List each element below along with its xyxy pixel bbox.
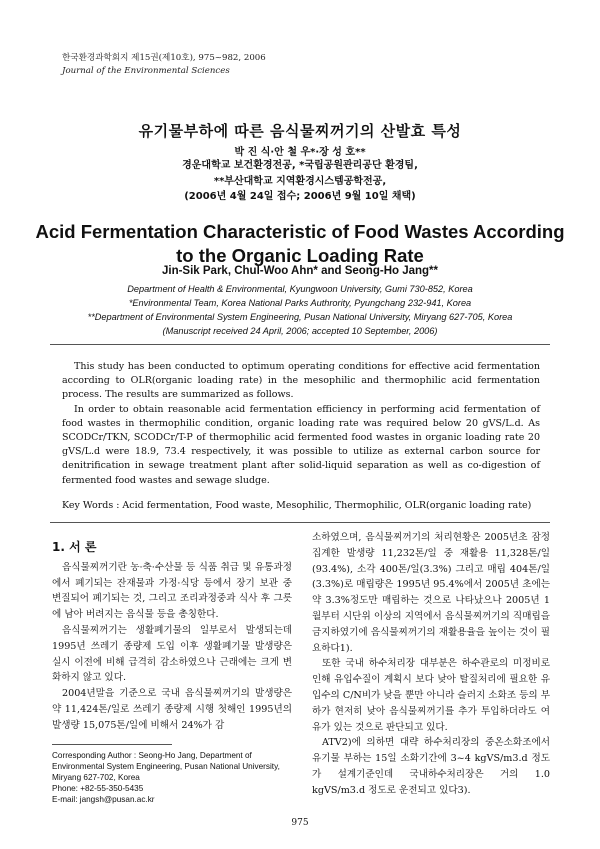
divider-bottom <box>50 522 550 523</box>
english-authors: Jin-Sik Park, Chul-Woo Ahn* and Seong-Ho Jang** <box>161 265 439 277</box>
english-aff-3: **Department of Environmental System Engineering, Pusan National University, Miryang 627-705, Korea <box>87 312 513 322</box>
left-column <box>52 540 292 734</box>
english-received: (Manuscript received 24 April, 2006; accepted 10 September, 2006) <box>162 326 438 336</box>
korean-title: 유기물부하에 따른 음식물찌꺼기의 산발효 특성 <box>138 122 462 140</box>
journal-header <box>62 52 266 78</box>
phone: Phone: +82-55-350-5435 <box>52 784 144 793</box>
section-heading: 1. 서 론 <box>52 540 97 554</box>
english-aff-1: Department of Health & Environmental, Kyungwoon University, Gumi 730-852, Korea <box>127 284 473 294</box>
corresponding-author: Corresponding Author : Seong-Ho Jang, Department of Environmental System Engineering, Pusan National University, Miryang 627-702, Korea <box>52 751 280 782</box>
journal-citation: 한국환경과학회지 제15권(제10호), 975~982, 2006 <box>62 53 266 63</box>
korean-authors: 박 진 식·안 철 우*·장 성 호** <box>234 147 366 158</box>
english-title <box>0 220 600 268</box>
abstract <box>62 360 540 488</box>
abstract-paragraph-2: In order to obtain reasonable acid fermentation efficiency in performing acid fermentation of food wastes in thermophilic condition, organic loading rate was required below 20 gVS/L.d. As SCODCr/TKN, SCODCr/T-P of thermophilic acid fermented food wastes in organic loading rate 20 gVS/L.d were 18.9, 73.4 respectively, it was possible to utilize as external carbon source for denitrification in sewage treatment plant after solid-liquid separation as well as co-digestion of fermented food wastes and sewage sludge. <box>62 403 540 486</box>
korean-aff-1: 경운대학교 보건환경전공, *국립공원관리공단 환경팀, <box>182 160 418 171</box>
intro-paragraph-2: 음식물찌꺼기는 생활폐기물의 일부로서 발생되는데 1995년 쓰레기 종량제 도입 이후 생활폐기물 발생량은 실시 이전에 비해 급격히 감소하였으나 근래에는 크게 변화하지 않고 있다. <box>52 624 292 684</box>
journal-name: Journal of the Environmental Sciences <box>62 66 230 76</box>
right-column <box>312 530 550 799</box>
korean-aff-2: **부산대학교 지역환경시스템공학전공, <box>213 175 387 187</box>
right-paragraph-3: ATV2)에 의하면 대략 하수처리장의 중온소화조에서 유기물 부하는 15일 소화기간에 3~4 kgVS/m3.d 정도가 설계기준인데 국내하수처리장은 거의 1.0 kgVS/m3.d 정도로 운전되고 있다3). <box>312 737 550 796</box>
english-affiliations <box>0 282 600 338</box>
page-number: 975 <box>291 818 309 828</box>
footnote-divider <box>52 744 172 745</box>
right-paragraph-1: 소하였으며, 음식물찌꺼기의 처리현황은 2005년초 잠정 집계한 발생량 11,232톤/일 중 재활용 11,328톤/일(93.4%), 소각 400톤/일(3.3%) 그리고 매립 404톤/일(3.3%)로 매립량은 1995년 95.4%에서 2005년 초에는 약 3.3%정도만 매립하는 것으로 나타났으나 2005년 1월부터 시단위 이상의 지역에서 음식물찌꺼기의 직매립을 금지하였기에 음식물찌꺼기의 재활용율을 높이는 것이 필요하다1). <box>312 532 550 654</box>
korean-affiliations <box>0 158 600 205</box>
abstract-paragraph-1: This study has been conducted to optimum operating conditions for effective acid fermentation according to OLR(organic loading rate) in the mesophilic and thermophilic acid fermentation process. The results are summarized as follows. <box>62 361 540 401</box>
keywords: Key Words : Acid fermentation, Food waste, Mesophilic, Thermophilic, OLR(organic loading rate) <box>62 500 532 511</box>
email: E-mail: jangsh@pusan.ac.kr <box>52 795 155 804</box>
english-title-line-2: to the Organic Loading Rate <box>176 245 424 266</box>
intro-paragraph-3: 2004년말을 기준으로 국내 음식물찌꺼기의 발생량은 약 11,424톤/일로 쓰레기 종량제 시행 첫해인 1995년의 발생량 15,075톤/일에 비해서 24%가 감 <box>52 688 292 731</box>
right-paragraph-2: 또한 국내 하수처리장 대부분은 하수관로의 미정비로 인해 유입수질이 계획시 보다 낮아 탈질처리에 필요한 유입수의 C/N비가 낮을 뿐만 아니라 슬러지 소화조 등의 부하가 현저히 낮아 음식물찌꺼기를 추가 투입하더라도 여유가 있는 것으로 판단되고 있다. <box>312 658 550 733</box>
english-aff-2: *Environmental Team, Korea National Parks Authrority, Pyungchang 232-941, Korea <box>128 298 472 308</box>
korean-received: (2006년 4월 24일 접수; 2006년 9월 10일 채택) <box>184 191 416 202</box>
intro-paragraph-1: 음식물찌꺼기란 농·축·수산물 등 식품 취급 및 유통과정에서 폐기되는 잔재물과 가정·식당 등에서 장기 보관 중 변질되어 폐기되는 것, 그리고 조리과정중과 식사 후 그릇에 남아 버려지는 음식물 등을 총칭한다. <box>52 561 292 621</box>
english-title-line-1: Acid Fermentation Characteristic of Food Wastes According <box>35 221 565 242</box>
divider-top <box>50 344 550 345</box>
correspondence <box>52 750 297 805</box>
